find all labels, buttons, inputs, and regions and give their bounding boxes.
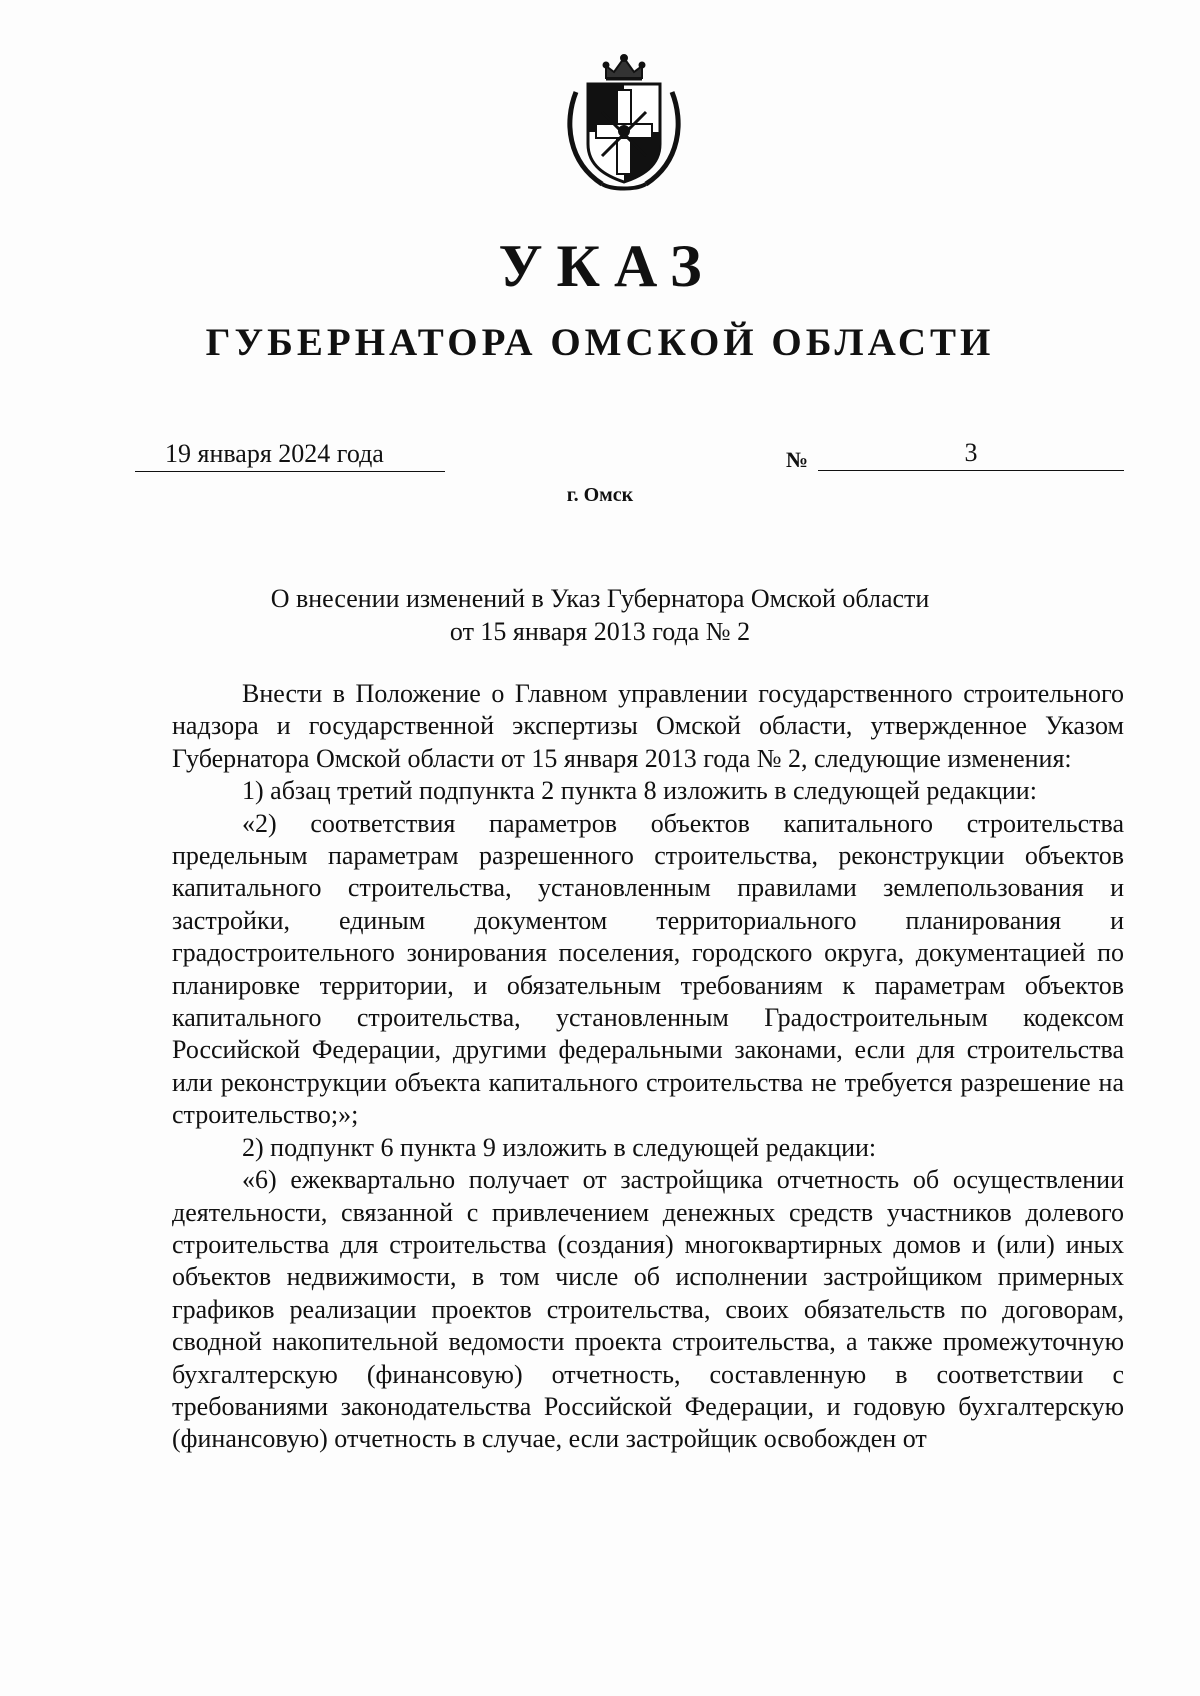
issue-city: г. Омск (566, 484, 634, 506)
decree-subject (0, 582, 1200, 648)
body-paragraph-intro: Внести в Положение о Главном управлении государственного строительного надзора и государственной экспертизы Омской области, утвержденное Указом Губернатора Омской области от 15 января 2013 года № 2, следующие изменения: (172, 679, 1124, 773)
subject-line-2: от 15 января 2013 года № 2 (449, 617, 751, 646)
subject-line-1: О внесении изменений в Указ Губернатора Омской области (270, 584, 930, 613)
decree-number: 3 (818, 436, 1124, 471)
coat-of-arms-icon (562, 52, 686, 194)
decree-date: 19 января 2024 года (135, 437, 445, 472)
decree-body (172, 678, 1124, 1456)
document-issuer: ГУБЕРНАТОРА ОМСКОЙ ОБЛАСТИ (205, 321, 995, 364)
number-label: № (786, 447, 809, 472)
body-paragraph-item-1-text: «2) соответствия параметров объектов капитального строительства предельным параметрам разрешенного строительства, реконструкции объектов капитального строительства, установленным правилами землепользования и застройки, единым документом территориального планирования и градостроительного зонирования поселения, городского округа, документацией по планировке территории, и обязательным требованиям к параметрам объектов капитального строительства, установленным Градостроительным кодексом Российской Федерации, другими федеральными законами, если для строительства или реконструкции объекта капитального строительства не требуется разрешение на строительство;»; (172, 808, 1124, 1130)
body-paragraph-item-2: 2) подпункт 6 пункта 9 изложить в следующей редакции: (242, 1132, 877, 1162)
document-title: УКАЗ (498, 233, 716, 299)
body-paragraph-item-2-text: «6) ежеквартально получает от застройщика отчетность об осуществлении деятельности, связанной с привлечением денежных средств участников долевого строительства для строительства (создания) многоквартирных домов и (или) иных объектов недвижимости, в том числе об исполнении застройщиком примерных графиков реализации проектов строительства, своих обязательств по договорам, сводной накопительной ведомости проекта строительства, а также промежуточную бухгалтерскую (финансовую) отчетность, составленную в соответствии с требованиями законодательства Российской Федерации, и годовую бухгалтерскую (финансовую) отчетность в случае, если застройщик освобожден от (172, 1165, 1124, 1454)
body-paragraph-item-1: 1) абзац третий подпункта 2 пункта 8 изложить в следующей редакции: (242, 776, 1037, 806)
